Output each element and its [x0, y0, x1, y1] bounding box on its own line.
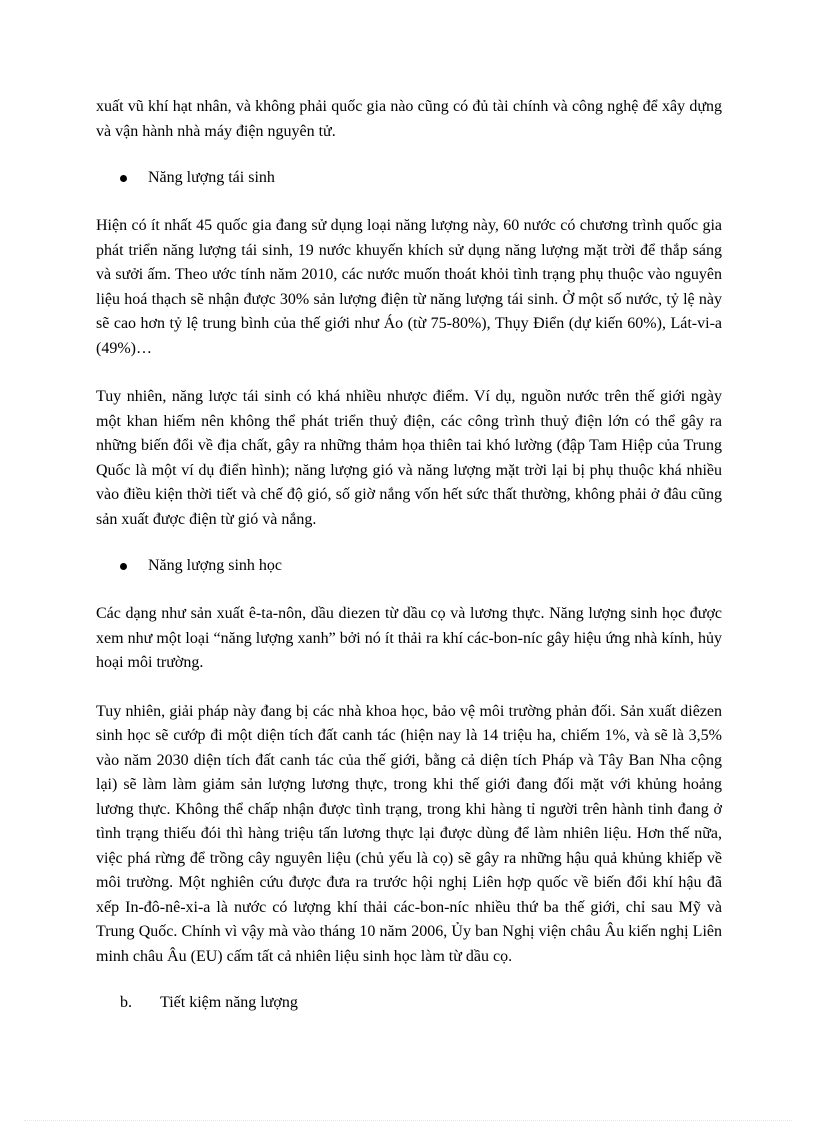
- section-letter: b.: [120, 994, 132, 1011]
- page-bottom-rule: [24, 1120, 792, 1121]
- bullet-dot-icon: [120, 563, 127, 570]
- document-page: [96, 95, 722, 1015]
- bullet-biofuel-label: Năng lượng sinh học: [148, 557, 283, 574]
- section-heading-energy-saving: [96, 991, 722, 1015]
- bullet-dot-icon: [120, 175, 127, 182]
- paragraph-biofuel-forms: Các dạng như sản xuất ê-ta-nôn, dầu diezen từ dầu cọ và lương thực. Năng lượng sinh học được xem như một loại “năng lượng xanh” bởi nó ít thải ra khí các-bon-níc gây hiệu ứng nhà kính, hủy hoại môi trường.: [96, 605, 722, 671]
- bullet-renewable-energy: [96, 166, 722, 190]
- paragraph-renewable-adoption: Hiện có ít nhất 45 quốc gia đang sử dụng loại năng lượng này, 60 nước có chương trình quốc gia phát triển năng lượng tái sinh, 19 nước khuyến khích sử dụng năng lượng mặt trời để thắp sáng và sưởi ấm. Theo ước tính năm 2010, các nước muốn thoát khỏi tình trạng phụ thuộc vào nguyên liệu hoá thạch sẽ nhận được 30% sản lượng điện từ năng lượng tái sinh. Ở một số nước, tỷ lệ này sẽ cao hơn tỷ lệ trung bình của thế giới như Áo (từ 75-80%), Thụy Điển (dự kiến 60%), Lát-vi-a (49%)…: [96, 217, 722, 357]
- paragraph-biofuel-criticism: Tuy nhiên, giải pháp này đang bị các nhà khoa học, bảo vệ môi trường phản đối. Sản xuất diêzen sinh học sẽ cướp đi một diện tích đất canh tác (hiện nay là 14 triệu ha, chiếm 1%, và sẽ là 3,5% vào năm 2030 diện tích đất canh tác của thế giới, bằng cả diện tích Pháp và Tây Ban Nha cộng lại) sẽ làm làm giảm sản lượng lương thực, trong khi thế giới đang đối mặt với khủng hoảng lương thực. Không thể chấp nhận được tình trạng, trong khi hàng tỉ người trên hành tinh đang ở tình trạng thiếu đói thì hàng triệu tấn lương thực lại được dùng để làm nhiên liệu. Hơn thế nữa, việc phá rừng để trồng cây nguyên liệu (chủ yếu là cọ) sẽ gây ra những hậu quả khủng khiếp về môi trường. Một nghiên cứu được đưa ra trước hội nghị Liên hợp quốc về biến đổi khí hậu đã xếp In-đô-nê-xi-a là nước có lượng khí thải các-bon-níc nhiều thứ ba thế giới, chỉ sau Mỹ và Trung Quốc. Chính vì vậy mà vào tháng 10 năm 2006, Ủy ban Nghị viện châu Âu kiến nghị Liên minh châu Âu (EU) cấm tất cả nhiên liệu sinh học làm từ dầu cọ.: [96, 702, 722, 965]
- paragraph-nuclear-conclusion: xuất vũ khí hạt nhân, và không phải quốc gia nào cũng có đủ tài chính và công nghệ để xây dựng và vận hành nhà máy điện nguyên tử.: [96, 98, 722, 140]
- bullet-biofuel-energy: [96, 554, 722, 578]
- bullet-renewable-label: Năng lượng tái sinh: [148, 169, 275, 186]
- paragraph-renewable-drawbacks: Tuy nhiên, năng lược tái sinh có khá nhiều nhược điểm. Ví dụ, nguồn nước trên thế giới ngày một khan hiếm nên không thể phát triển thuỷ điện, các công trình thuỷ điện lớn có thể gây ra những biến đổi về địa chất, gây ra những thảm họa thiên tai khó lường (đập Tam Hiệp của Trung Quốc là một ví dụ điển hình); năng lượng gió và năng lượng mặt trời lại bị phụ thuộc khá nhiều vào điều kiện thời tiết và chế độ gió, số giờ nắng vốn hết sức thất thường, không phải ở đâu cũng sản xuất được điện từ gió và nắng.: [96, 388, 722, 528]
- section-title: Tiết kiệm năng lượng: [160, 994, 298, 1011]
